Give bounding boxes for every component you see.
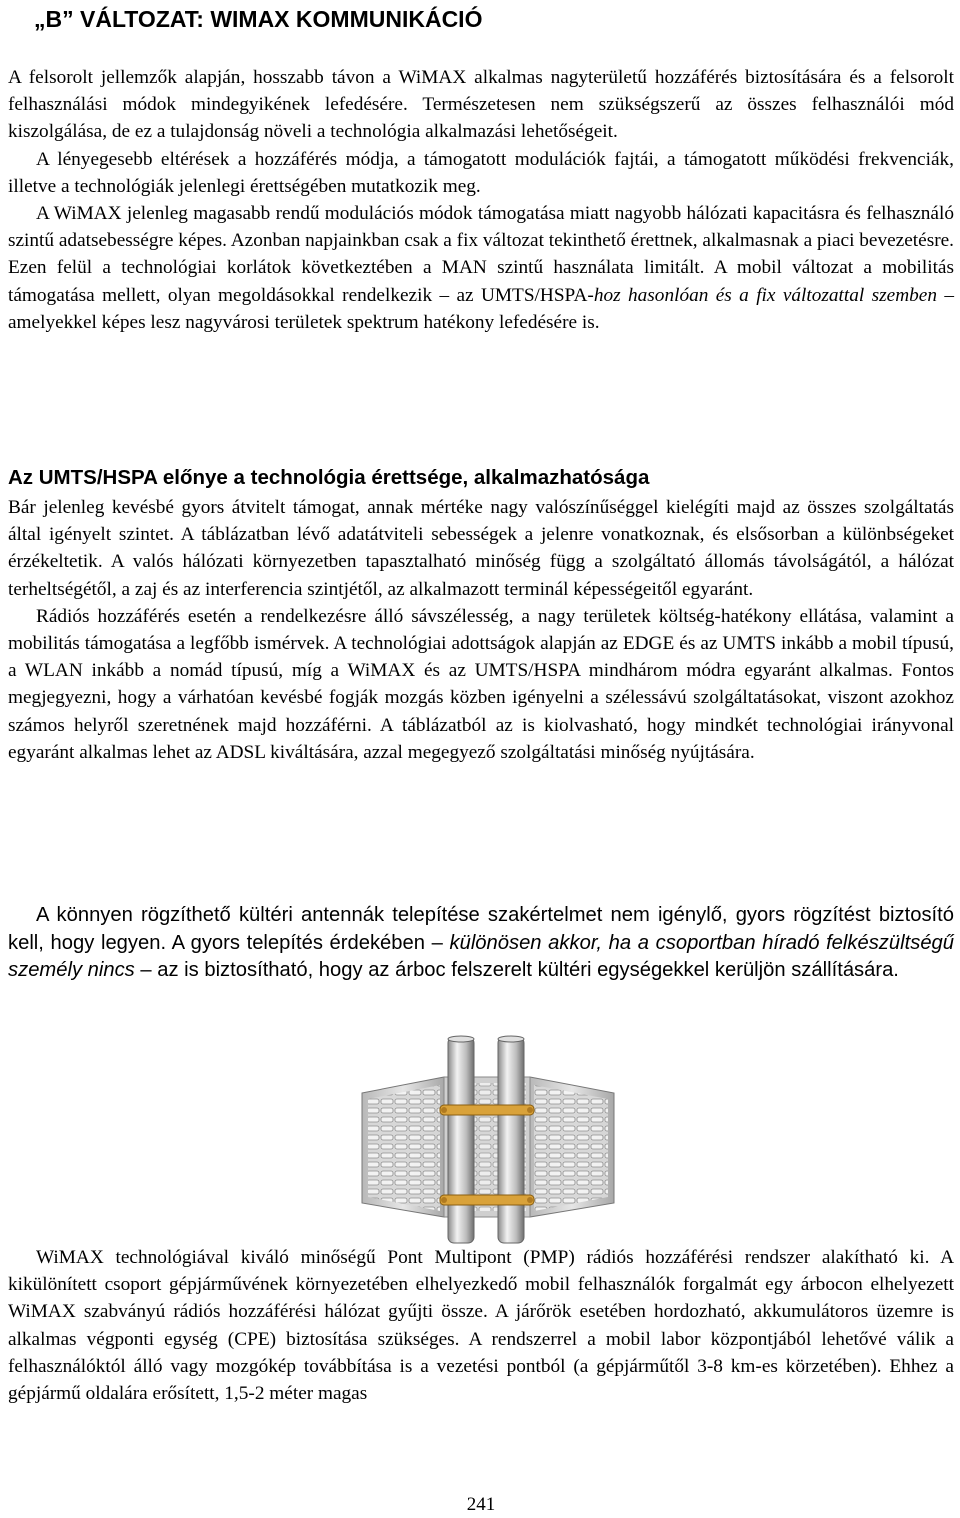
paragraph-text: – az is biztosítható, hogy az árboc felszerelt kültéri egységekkel kerüljön szállítására. <box>134 959 899 981</box>
paragraph <box>8 200 954 336</box>
paragraph: A felsorolt jellemzők alapján, hosszabb távon a WiMAX alkalmas nagyterületű hozzáférés biztosítására és a felsorolt felhasználási módok mindegyikének lefedésére. Természetesen nem szükségszerű az összes felhasználói mód kiszolgálása, de ez a tulajdonság növeli a technológia alkalmazási lehetőségeit. <box>8 67 954 143</box>
section-wimax-body <box>8 64 954 336</box>
paragraph-text: – amelyekkel képes lesz nagyvárosi területek spektrum hatékony lefedésére is. <box>8 284 954 333</box>
page-number: 241 <box>466 1494 496 1515</box>
paragraph: Rádiós hozzáférés esetén a rendelkezésre álló sávszélesség, a nagy területek költség-hatékony ellátása, valamint a mobilitás támogatása a legfőbb ismérvek. A technológiai adottságok alapján az EDGE és az UMTS inkább a mobil típusú, a WLAN inkább a nomád típusú, míg a WiMAX és az UMTS/HSPA mindhárom módra egyaránt alkalmas. Fontos megjegyezni, hogy a várhatóan kevésbé fogják mozgás közben igényelni a szélessávú szolgáltatásokat, viszont azokhoz számos helyről szeretnének majd hozzáférni. A táblázatból az is kiolvasható, hogy mindkét technológiai irányvonal egyaránt alkalmas lehet az ADSL kiváltására, azzal megegyező szolgáltatási minőség nyújtására. <box>8 605 954 763</box>
section-heading: Az UMTS/HSPA előnye a technológia érettsége, alkalmazhatósága <box>8 466 650 489</box>
antenna-mast-icon <box>352 1035 622 1245</box>
italic-phrase: különösen akkor, ha a csoportban híradó felkészültségű személy nincs <box>8 931 955 981</box>
paragraph: A lényegesebb eltérések a hozzáférés módja, a támogatott modulációk fajtái, a támogatott működési frekvenciák, illetve a technológiák jelenlegi érettségében mutatkozik meg. <box>8 148 954 197</box>
paragraph: WiMAX technológiával kiváló minőségű Pont Multipont (PMP) rádiós hozzáférési rendszer alakítható ki. A kikülönített csoport gépjárművének környezetében elhelyezkedő mobil felhasználók forgalmát egy árbocon elhelyezett WiMAX szabványú rádiós hozzáférési hálózat gyűjti össze. A járőrök esetében hordozható, akkumulátoros üzemre is alkalmas végponti egység (CPE) biztosítása szükséges. A rendszerrel a mobil labor központjából lehetővé válik a felhasználóktól álló vagy mozgókép továbbítása is a vezetési pontból (a gépjárműtől 3-8 km-es körzetében). Ehhez a gépjármű oldalára erősített, 1,5-2 méter magas <box>8 1247 954 1405</box>
section-pmp-body <box>8 1244 954 1407</box>
paragraph-text: A könnyen rögzíthető kültéri antennák telepítése szakértelmet nem igénylő, gyors rögzítést biztosító kell, hogy legyen. A gyors telepítés érdekében – <box>8 904 954 954</box>
antenna-installation-paragraph <box>8 902 954 985</box>
paragraph-text: A WiMAX jelenleg magasabb rendű modulációs módok támogatása miatt nagyobb hálózati kapacitásra és felhasználó szintű adatsebességre képes. Azonban napjainkban csak a fix változat tekinthető érettnek, alkalmasnak a piaci bevezetésre. Ezen felül a technológiai korlátok következtében a MAN szintű használata limitált. A mobil változat a mobilitás támogatása mellett, olyan megoldásokkal rendelkezik – az UMTS/HSPA- <box>8 203 954 306</box>
antenna-mast-illustration <box>352 1035 622 1245</box>
section-umts-body <box>8 494 954 766</box>
page-title: „B” VÁLTOZAT: WIMAX KOMMUNIKÁCIÓ <box>34 6 483 32</box>
paragraph: Bár jelenleg kevésbé gyors átvitelt támogat, annak mértéke nagy valószínűséggel kielégíti majd az összes szolgáltatás által igényelt szintet. A táblázatban lévő adatátviteli sebességek a jelenre vonatkoznak, és elsősorban a különbségeket érzékeltetik. A valós hálózati környezetben tapasztalható minőség függ a szolgáltató állomás távolságától, a hálózat terheltségétől, a zaj és az interferencia szintjétől, az alkalmazott terminál képességeitől egyaránt. <box>8 497 954 600</box>
italic-phrase: hoz hasonlóan és a fix változattal szemben <box>593 284 937 306</box>
